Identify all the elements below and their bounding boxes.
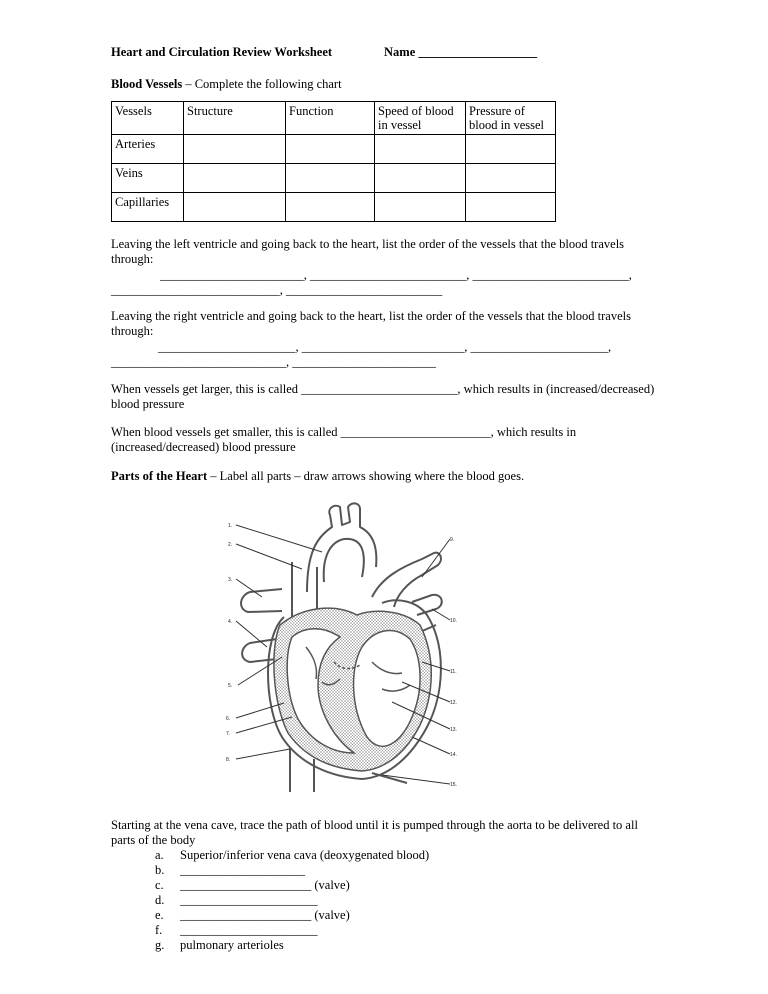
chart-header-cell: Structure <box>184 102 286 135</box>
list-text: _____________________ (valve) <box>180 908 350 922</box>
name-field-label: Name ___________________ <box>384 45 538 59</box>
chart-empty-cell <box>466 193 556 222</box>
blood-vessels-heading-line <box>111 77 342 92</box>
chart-header-cell: Speed of blood in vessel <box>375 102 466 135</box>
diagram-label: 1. <box>228 523 233 529</box>
diagram-label: 8. <box>226 757 231 763</box>
blood-vessels-heading: Blood Vessels <box>111 77 183 91</box>
chart-row-label: Arteries <box>112 135 184 164</box>
diagram-label: 7. <box>226 731 231 737</box>
chart-empty-cell <box>184 135 286 164</box>
diagram-label: 3. <box>228 577 233 583</box>
blood-vessels-chart <box>111 101 556 222</box>
diagram-label: 14. <box>450 752 457 758</box>
list-letter: a. <box>155 848 164 862</box>
answer-line: ____________________________, _______________________ <box>111 355 436 369</box>
heart-parts-heading-line <box>111 469 524 484</box>
chart-empty-cell <box>286 135 375 164</box>
chart-row-label: Veins <box>112 164 184 193</box>
diagram-label: 9. <box>450 537 455 543</box>
worksheet-title: Heart and Circulation Review Worksheet <box>111 45 333 59</box>
chart-header-cell: Pressure of blood in vessel <box>466 102 556 135</box>
list-text: Superior/inferior vena cava (deoxygenated blood) <box>180 848 430 862</box>
chart-empty-cell <box>375 164 466 193</box>
diagram-label: 12. <box>450 700 457 706</box>
list-text: pulmonary arterioles <box>180 938 284 952</box>
chart-empty-cell <box>286 193 375 222</box>
diagram-label: 2. <box>228 542 233 548</box>
chart-header-row <box>112 102 556 135</box>
question-vessels-larger: When vessels get larger, this is called _________________________, which results in (increased/decreased) blood pressure <box>111 382 655 411</box>
diagram-label: 4. <box>228 619 233 625</box>
list-text: ______________________ <box>180 923 318 937</box>
list-text: ____________________ <box>180 863 305 877</box>
diagram-label: 10. <box>450 618 457 624</box>
chart-empty-cell <box>184 164 286 193</box>
chart-header-cell: Vessels <box>112 102 184 135</box>
chart-empty-cell <box>375 193 466 222</box>
question-right-ventricle: Leaving the right ventricle and going back to the heart, list the order of the vessels that the blood travels through: <box>111 309 631 338</box>
list-letter: g. <box>155 938 165 952</box>
heart-parts-heading: Parts of the Heart <box>111 469 208 483</box>
diagram-label: 5. <box>228 683 233 689</box>
chart-empty-cell <box>184 193 286 222</box>
question-vessels-smaller: When blood vessels get smaller, this is called ________________________, which results in (increased/decreased) blood pressure <box>111 425 577 454</box>
chart-empty-cell <box>466 135 556 164</box>
chart-empty-cell <box>466 164 556 193</box>
chart-header-cell: Function <box>286 102 375 135</box>
list-text: ______________________ <box>180 893 318 907</box>
answer-line: ___________________________, _________________________ <box>111 283 443 297</box>
question-left-ventricle: Leaving the left ventricle and going back to the heart, list the order of the vessels that the blood travels through: <box>111 237 625 266</box>
list-letter: d. <box>155 893 165 907</box>
list-letter: c. <box>155 878 164 892</box>
chart-row <box>112 193 556 222</box>
diagram-label: 13. <box>450 727 457 733</box>
chart-empty-cell <box>375 135 466 164</box>
list-text: _____________________ (valve) <box>180 878 350 892</box>
chart-row <box>112 164 556 193</box>
answer-line: ______________________, __________________________, ______________________, <box>158 340 612 354</box>
chart-row <box>112 135 556 164</box>
trace-path-intro: Starting at the vena cave, trace the path of blood until it is pumped through the aorta to be delivered to all parts of the body <box>111 818 638 847</box>
diagram-label: 15. <box>450 782 457 788</box>
list-letter: e. <box>155 908 164 922</box>
chart-empty-cell <box>286 164 375 193</box>
answer-line: _______________________, _________________________, _________________________, <box>160 268 632 282</box>
heart-parts-instruction: – Label all parts – draw arrows showing where the blood goes. <box>207 469 525 483</box>
list-letter: b. <box>155 863 165 877</box>
list-letter: f. <box>155 923 163 937</box>
diagram-label: 11. <box>450 669 457 675</box>
blood-vessels-instruction: – Complete the following chart <box>182 77 342 91</box>
heart-diagram <box>222 497 464 797</box>
chart-row-label: Capillaries <box>112 193 184 222</box>
diagram-label: 6. <box>226 716 231 722</box>
